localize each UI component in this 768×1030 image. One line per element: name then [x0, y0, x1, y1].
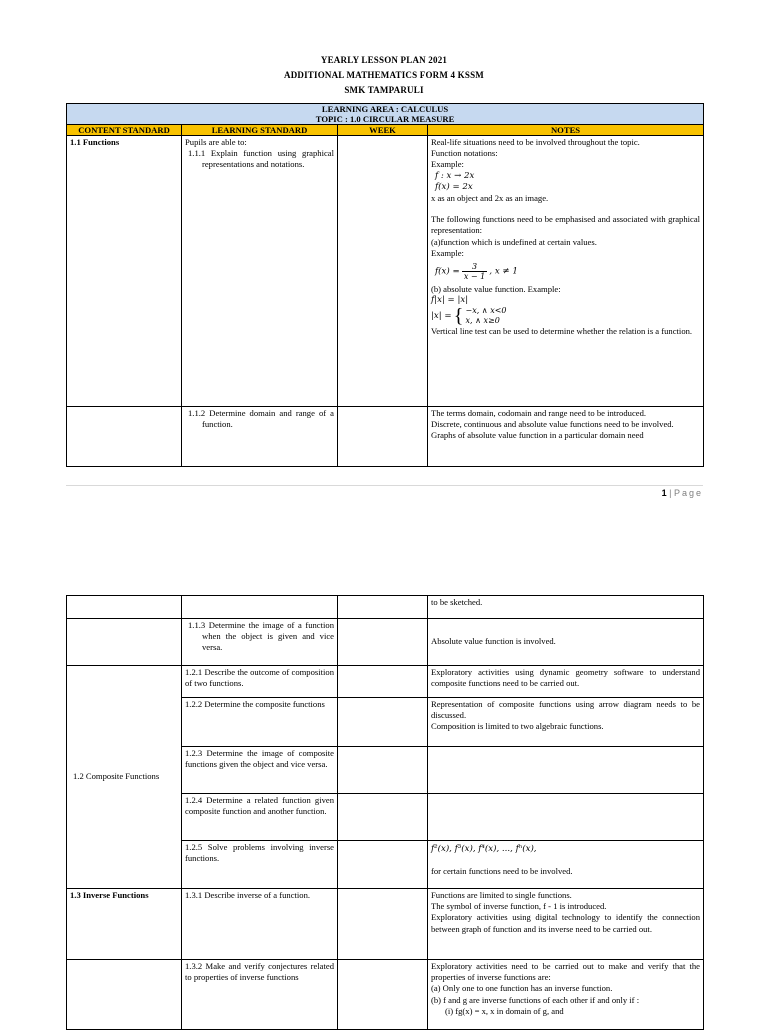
learning-area-header	[67, 104, 704, 125]
note: (a)function which is undefined at certain values.	[431, 236, 597, 247]
fraction-example	[431, 259, 700, 284]
week-cell	[338, 794, 428, 841]
ls-1-3-2: 1.3.2 Make and verify conjectures related to properties of inverse functions	[182, 960, 338, 1030]
learning-area-label: LEARNING AREA : CALCULUS	[321, 104, 449, 114]
abs-case-2: x, ∧ x≥0	[465, 316, 500, 326]
learning-standard-cell	[182, 407, 338, 467]
ls-1-3-1: 1.3.1 Describe inverse of a function.	[182, 889, 338, 960]
note: Graphs of absolute value function in a particular domain need	[431, 430, 644, 441]
math-note: f|x| = |x|	[431, 295, 469, 306]
math-note: f²(x), f³(x), f⁴(x), ..., fⁿ(x),	[431, 844, 537, 854]
notes-cell	[428, 960, 704, 1030]
content-standard-cell	[67, 596, 182, 619]
notes-cell	[428, 747, 704, 794]
note: Example:	[431, 159, 464, 170]
ls-1-1-3: 1.1.3 Determine the image of a function when the object is given and vice versa.	[188, 620, 334, 653]
content-standard-cell	[67, 666, 182, 889]
note: (i) fg(x) = x, x in domain of g, and	[445, 1005, 564, 1016]
content-composite-functions: 1.2 Composite Functions	[73, 771, 160, 782]
note: Functions are limited to single functions.	[431, 890, 572, 900]
note: (b) f and g are inverse functions of each other if and only if :	[431, 994, 640, 1005]
ls-1-2-3: 1.2.3 Determine the image of composite functions given the object and vice versa.	[182, 747, 338, 794]
abs-cases	[431, 306, 700, 326]
note: The terms domain, codomain and range need to be introduced.	[431, 408, 647, 418]
note: Example:	[431, 247, 464, 258]
note: Representation of composite functions using arrow diagram needs to be discussed.	[431, 699, 700, 721]
math-note: f(x) = 2x	[435, 181, 473, 192]
col-week: WEEK	[338, 125, 428, 136]
week-cell	[338, 889, 428, 960]
content-standard-cell: 1.1 Functions	[67, 136, 182, 407]
note: (b) absolute value function. Example:	[431, 284, 561, 295]
notes-cell	[428, 407, 704, 467]
ls-1-2-4: 1.2.4 Determine a related function given composite function and another function.	[182, 794, 338, 841]
notes-cell	[428, 698, 704, 747]
lesson-plan-table-2	[66, 595, 704, 1030]
fraction-numerator: 3	[462, 262, 487, 272]
content-standard-cell	[67, 407, 182, 467]
notes-cell: to be sketched.	[428, 596, 704, 619]
math-note: f : x → 2x	[435, 170, 475, 181]
week-cell	[338, 407, 428, 467]
heading-line-1: YEARLY LESSON PLAN 2021	[320, 55, 448, 65]
fraction	[462, 262, 487, 281]
week-cell	[338, 619, 428, 666]
ls-1-2-5: 1.2.5 Solve problems involving inverse functions.	[182, 841, 338, 889]
note: The following functions need to be emphasised and associated with graphical representation:	[431, 214, 701, 236]
content-standard-cell	[67, 619, 182, 666]
week-cell	[338, 136, 428, 407]
fraction-rhs: , x ≠ 1	[489, 266, 518, 277]
note: Real-life situations need to be involved throughout the topic.	[431, 137, 640, 147]
learning-standard-cell	[182, 619, 338, 666]
lesson-plan-table-1	[66, 103, 704, 467]
ls-1-1-1: 1.1.1 Explain function using graphical representations and notations.	[188, 148, 334, 170]
note: The symbol of inverse function, f - 1 is introduced.	[431, 901, 607, 912]
heading-line-2: ADDITIONAL MATHEMATICS FORM 4 KSSM	[284, 70, 484, 80]
page-separator: |	[669, 488, 672, 498]
col-content-standard: CONTENT STANDARD	[67, 125, 182, 136]
notes-cell: Exploratory activities using dynamic geometry software to understand composite functions need to be carried out.	[428, 666, 704, 698]
note: Vertical line test can be used to determine whether the relation is a function.	[431, 326, 693, 337]
learning-standard-cell	[182, 596, 338, 619]
abs-case-1: −x, ∧ x<0	[465, 306, 507, 316]
notes-cell: Absolute value function is involved.	[428, 619, 704, 666]
ls-1-2-2: 1.2.2 Determine the composite functions	[182, 698, 338, 747]
heading-line-3: SMK TAMPARULI	[344, 85, 424, 95]
week-cell	[338, 596, 428, 619]
abs-lhs: |x| =	[431, 311, 452, 322]
page-number	[662, 488, 703, 498]
note: Function notations:	[431, 148, 498, 159]
notes-cell	[428, 794, 704, 841]
note: Exploratory activities need to be carried out to make and verify that the properties of inverse functions are:	[431, 961, 700, 983]
fraction-denominator: x − 1	[463, 272, 486, 282]
note: for certain functions need to be involved.	[431, 866, 573, 877]
brace: {	[453, 305, 464, 328]
week-cell	[338, 747, 428, 794]
col-notes: NOTES	[428, 125, 704, 136]
week-cell	[338, 698, 428, 747]
week-cell	[338, 666, 428, 698]
notes-cell	[428, 136, 704, 407]
learning-standard-cell	[182, 136, 338, 407]
abs-case-list	[466, 306, 507, 326]
footer-divider	[66, 485, 703, 486]
week-cell	[338, 841, 428, 889]
ls-1-1-2: 1.1.2 Determine domain and range of a function.	[188, 408, 334, 430]
notes-cell	[428, 889, 704, 960]
note: (a) Only one to one function has an inverse function.	[431, 983, 613, 994]
note: x as an object and 2x as an image.	[431, 193, 549, 204]
content-inverse-functions: 1.3 Inverse Functions	[67, 889, 182, 960]
notes-cell	[428, 841, 704, 889]
fraction-lhs: f(x) =	[435, 266, 460, 277]
note: Composition is limited to two algebraic functions.	[431, 721, 604, 732]
topic-label: TOPIC : 1.0 CIRCULAR MEASURE	[315, 114, 455, 124]
note: Discrete, continuous and absolute value functions need to be involved.	[431, 419, 674, 430]
week-cell	[338, 960, 428, 1030]
col-learning-standard: LEARNING STANDARD	[182, 125, 338, 136]
page-number-value: 1	[661, 488, 667, 498]
intro-text: Pupils are able to:	[185, 137, 247, 147]
content-standard-cell	[67, 960, 182, 1030]
document-heading	[0, 53, 768, 98]
ls-1-2-1: 1.2.1 Describe the outcome of composition of two functions.	[182, 666, 338, 698]
page-label: Page	[673, 488, 703, 498]
note: Exploratory activities using digital technology to identify the connection between graph of function and its inverse need to be carried out.	[431, 912, 700, 934]
